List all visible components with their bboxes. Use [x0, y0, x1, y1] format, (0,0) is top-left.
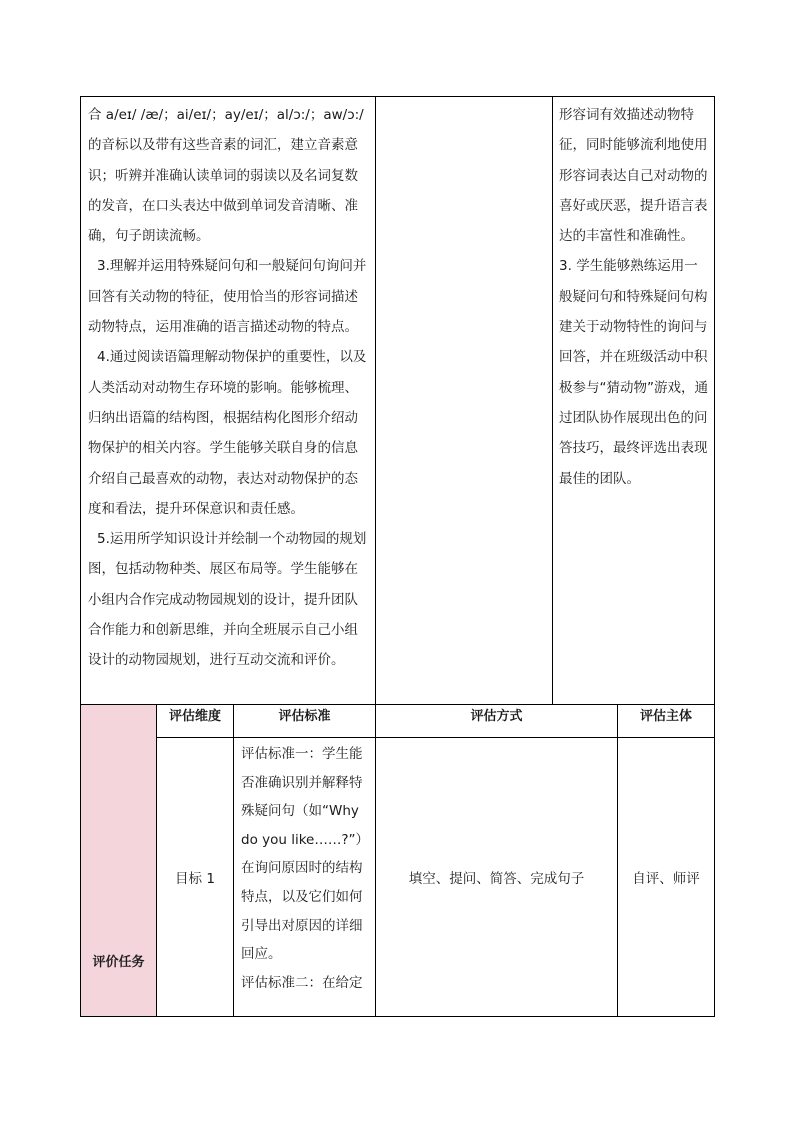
outcomes-cell — [553, 97, 715, 705]
objective-4-paragraph: 4.通过阅读语篇理解动物保护的重要性，以及人类活动对动物生存环境的影响。能够梳理、归纳出语篇的结构图，根据结构化图形介绍动物保护的相关内容。学生能够关联自身的信息介绍自己最喜欢的动物，表达对动物保护的态度和看法，提升环保意识和责任感。 — [88, 349, 367, 517]
header-subject: 评估主体 — [618, 705, 715, 738]
evaluation-task-label-cell — [81, 705, 157, 1017]
empty-middle-cell — [376, 97, 553, 705]
criterion-1-text: 评估标准一：学生能否准确识别并解释特殊疑问句（如“Why do you like……?”）在询问原因时的结构特点，以及它们如何引导出对原因的详细回应。 — [241, 746, 370, 963]
learning-objectives-cell — [81, 97, 376, 705]
method-cell: 填空、提问、简答、完成句子 — [376, 738, 618, 1017]
objectives-row — [81, 97, 715, 705]
header-method: 评估方式 — [376, 705, 618, 738]
header-criteria: 评估标准 — [234, 705, 376, 738]
evaluation-header-row — [81, 705, 715, 738]
outcome-continued-paragraph: 形容词有效描述动物特征，同时能够流利地使用形容词表达自己对动物的喜好或厌恶，提升语言表达的丰富性和准确性。 — [559, 107, 708, 245]
objective-continued-paragraph: 合 a/eɪ/ /æ/；ai/eɪ/；ay/eɪ/；al/ɔ:/；aw/ɔ:/的音标以及带有这些音素的词汇，建立音素意识；听辨并准确认读单词的弱读以及名词复数的发音，在口头表达中做到单词发音清晰、准确，句子朗读流畅。 — [88, 107, 364, 245]
lesson-plan-table — [80, 96, 715, 1017]
subject-cell: 自评、师评 — [618, 738, 715, 1017]
evaluation-task-label: 评价任务 — [92, 955, 145, 970]
outcome-3-paragraph: 3. 学生能够熟练运用一般疑问句和特殊疑问句构建关于动物特性的询问与回答，并在班级活动中积极参与“猜动物”游戏，通过团队协作展现出色的问答技巧，最终评选出表现最佳的团队。 — [559, 258, 709, 487]
objective-5-paragraph: 5.运用所学知识设计并绘制一个动物园的规划图，包括动物种类、展区布局等。学生能够在小组内合作完成动物园规划的设计，提升团队合作能力和创新思维，并向全班展示自己小组设计的动物园规划，进行互动交流和评价。 — [88, 531, 367, 669]
dimension-cell: 目标 1 — [157, 738, 234, 1017]
header-dimension: 评估维度 — [157, 705, 234, 738]
evaluation-row-goal-1 — [81, 738, 715, 1017]
criterion-2-text: 评估标准二：在给定 — [241, 974, 363, 991]
criteria-cell — [234, 738, 376, 1017]
objective-3-paragraph: 3.理解并运用特殊疑问句和一般疑问句询问并回答有关动物的特征，使用恰当的形容词描述动物特点，运用准确的语言描述动物的特点。 — [88, 258, 367, 336]
